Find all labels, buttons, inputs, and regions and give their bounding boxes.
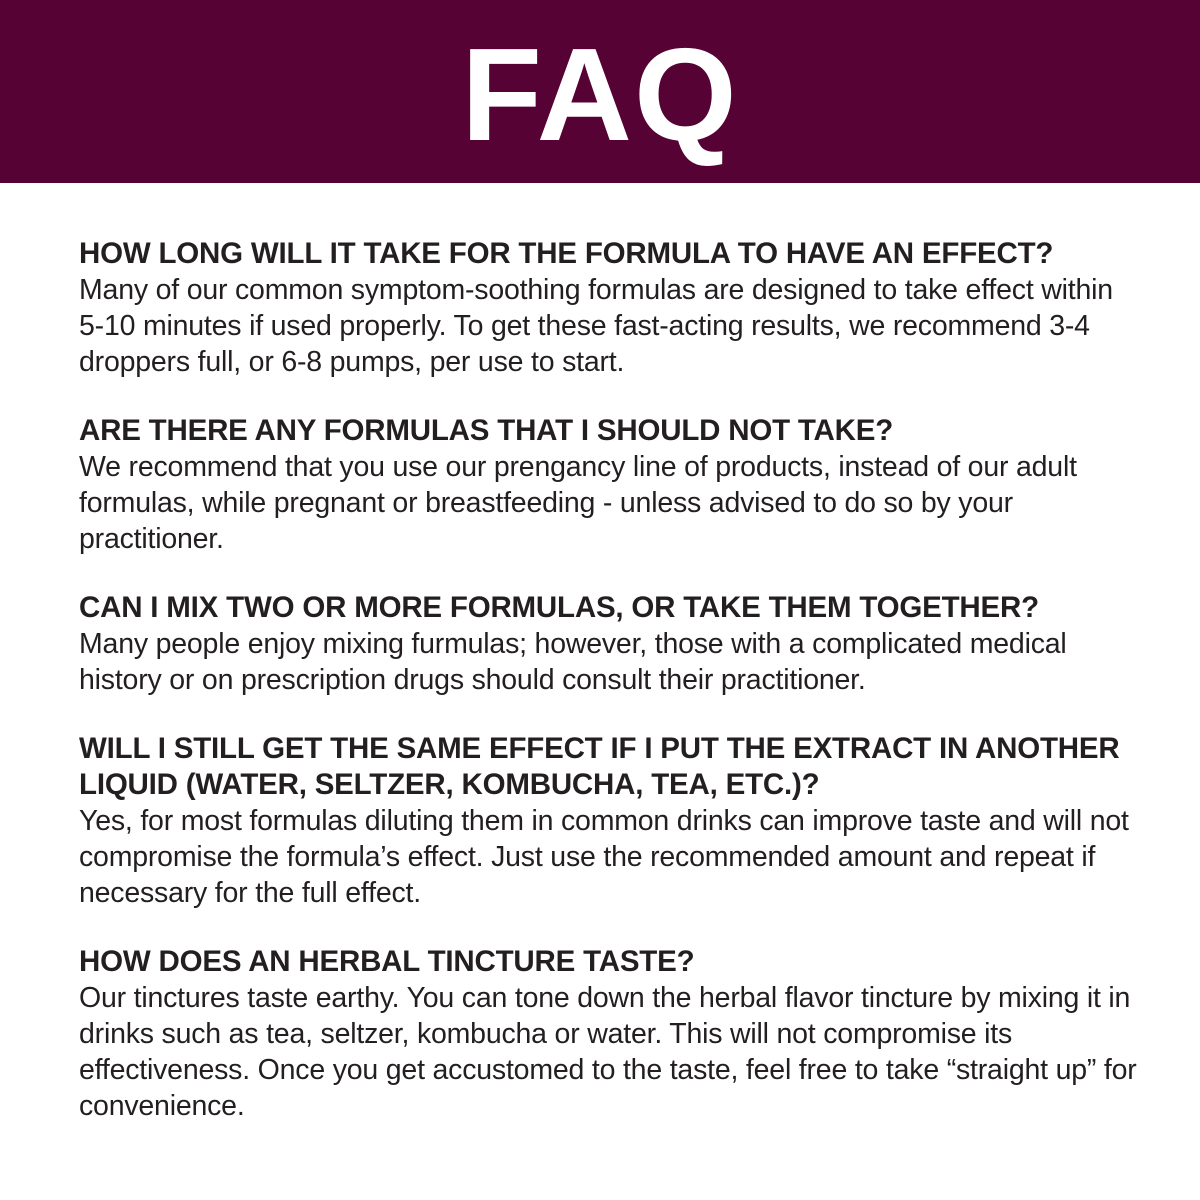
faq-answer: Many of our common symptom-soothing formulas are designed to take effect within 5-10 minutes if used properly. To get these fast-acting results, we recommend 3-4 droppers full, or 6-8 pumps, per use to start.: [79, 274, 1113, 378]
faq-list: [79, 236, 1139, 1157]
faq-item: [79, 944, 1139, 1124]
faq-answer: Yes, for most formulas diluting them in common drinks can improve taste and will not compromise the formula’s effect. Just use the recommended amount and repeat if necessary for the full effect.: [79, 805, 1129, 909]
faq-answer: We recommend that you use our prengancy line of products, instead of our adult formulas, while pregnant or breastfeeding - unless advised to do so by your practitioner.: [79, 451, 1077, 555]
faq-answer: Our tinctures taste earthy. You can tone down the herbal flavor tincture by mixing it in drinks such as tea, seltzer, kombucha or water. This will not compromise its effectiveness. Once you get accustomed to the taste, feel free to take “straight up” for convenience.: [79, 982, 1137, 1122]
faq-item: [79, 413, 1139, 557]
faq-answer: Many people enjoy mixing furmulas; however, those with a complicated medical history or on prescription drugs should consult their practitioner.: [79, 628, 1067, 696]
faq-question: CAN I MIX TWO OR MORE FORMULAS, OR TAKE THEM TOGETHER?: [79, 591, 1039, 624]
faq-question: HOW DOES AN HERBAL TINCTURE TASTE?: [79, 945, 695, 978]
faq-question: HOW LONG WILL IT TAKE FOR THE FORMULA TO HAVE AN EFFECT?: [79, 237, 1054, 270]
faq-question: ARE THERE ANY FORMULAS THAT I SHOULD NOT TAKE?: [79, 414, 894, 447]
page-title: FAQ: [461, 20, 739, 168]
faq-item: [79, 236, 1139, 380]
faq-question: WILL I STILL GET THE SAME EFFECT IF I PUT THE EXTRACT IN ANOTHER LIQUID (WATER, SELTZER, KOMBUCHA, TEA, ETC.)?: [79, 732, 1120, 801]
faq-item: [79, 731, 1139, 911]
header-band: [0, 0, 1200, 183]
faq-item: [79, 590, 1139, 698]
